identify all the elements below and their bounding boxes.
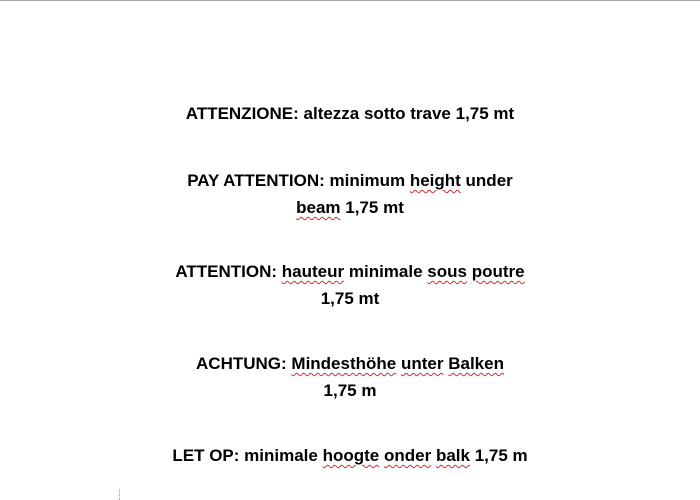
notice-dutch (0, 442, 700, 469)
document-page[interactable] (0, 1, 700, 500)
notice-line (0, 194, 700, 221)
notice-text: ATTENTION: (175, 262, 282, 281)
misspelled-word: Mindesthöhe (291, 354, 397, 373)
notice-text: 1,75 m (323, 381, 377, 400)
notice-text: 1,75 mt (340, 198, 404, 217)
notice-line (0, 167, 700, 194)
misspelled-word: Balken (448, 354, 504, 373)
notice-text: PAY ATTENTION: minimum (187, 171, 410, 190)
notice-german (0, 350, 700, 404)
misspelled-word: beam (296, 198, 341, 217)
notice-text: 1,75 mt (320, 289, 380, 308)
notice-line (0, 350, 700, 377)
misspelled-word: unter (400, 354, 444, 373)
misspelled-word: height (409, 171, 461, 190)
misspelled-word: balk (435, 446, 470, 465)
misspelled-word: onder (383, 446, 432, 465)
notice-text: 1,75 m (469, 446, 528, 465)
misspelled-word: poutre (471, 262, 525, 281)
notice-line (0, 442, 700, 469)
notice-text: ACHTUNG: (196, 354, 292, 373)
misspelled-word: hauteur (281, 262, 345, 281)
notice-text: LET OP: minimale (172, 446, 323, 465)
notice-italian (0, 100, 700, 127)
misspelled-word: sous (427, 262, 467, 281)
notice-line (0, 258, 700, 285)
notice-line (0, 100, 700, 127)
notice-line (0, 285, 700, 312)
notice-text: minimale (344, 262, 428, 281)
text-boundary-marker (119, 489, 121, 500)
notice-line (0, 377, 700, 404)
notice-text: ATTENZIONE: altezza sotto trave 1,75 mt (185, 104, 515, 123)
misspelled-word: hoogte (322, 446, 380, 465)
notice-english (0, 167, 700, 221)
notice-french (0, 258, 700, 312)
notice-text: under (460, 171, 513, 190)
